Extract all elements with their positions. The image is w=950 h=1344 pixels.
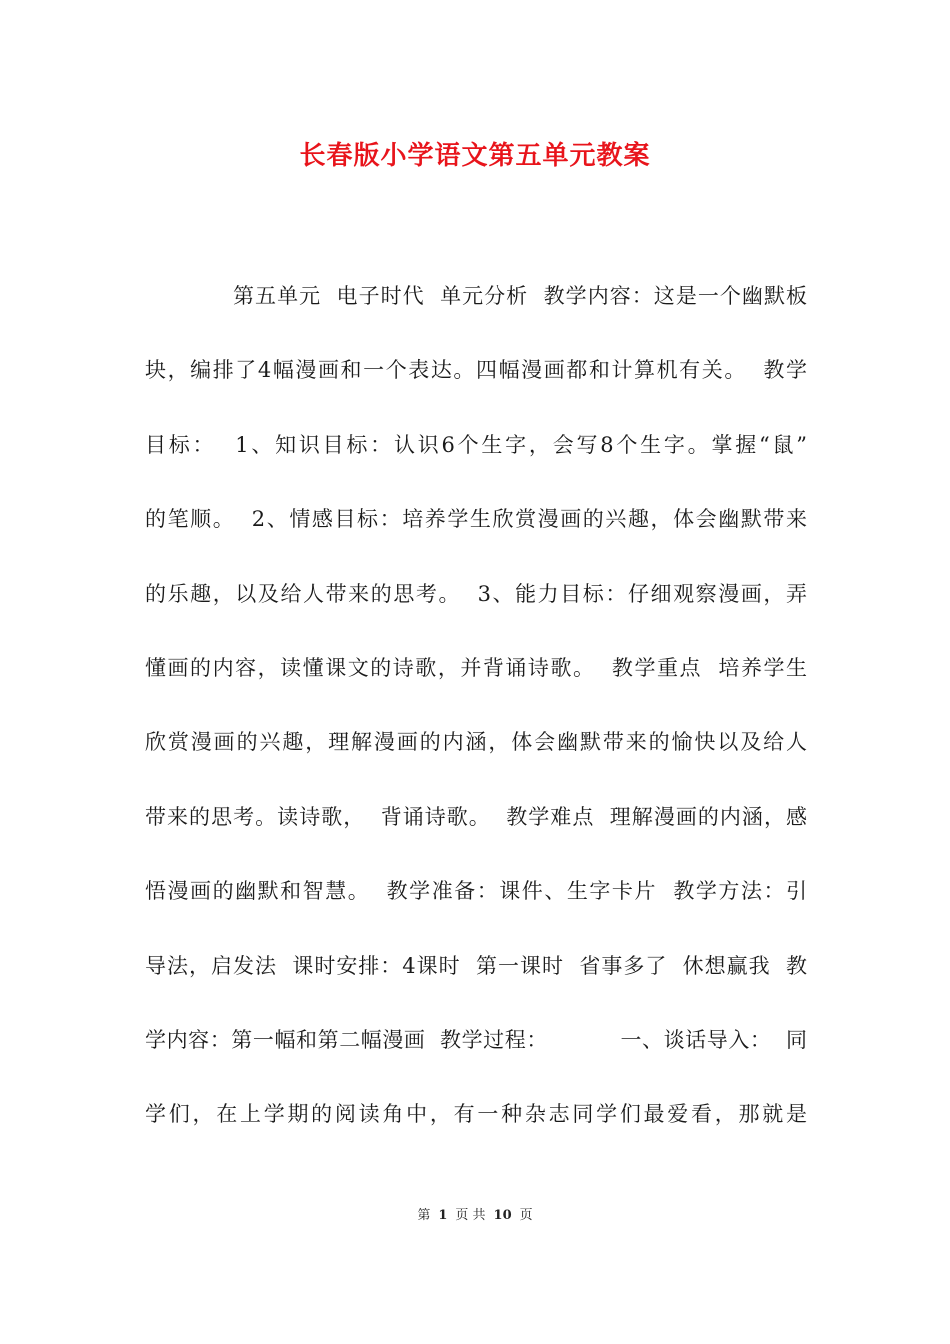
- body-line: 学们，在上学期的阅读角中，有一种杂志同学们最爱看，那就是: [145, 1102, 807, 1127]
- total-pages-number: 10: [493, 1208, 512, 1223]
- body-line: 的乐趣，以及给人带来的思考。 3、能力目标：仔细观察漫画，弄: [145, 581, 807, 606]
- body-line: 第五单元 电子时代 单元分析 教学内容：这是一个幽默板: [233, 284, 807, 308]
- body-line: 块，编排了4幅漫画和一个表达。四幅漫画都和计算机有关。 教学: [145, 358, 807, 383]
- body-line: 欣赏漫画的兴趣，理解漫画的内涵，体会幽默带来的愉快以及给人: [145, 730, 807, 755]
- footer-prefix: 第: [417, 1208, 431, 1223]
- body-line: 学内容：第一幅和第二幅漫画 教学过程： 一、谈话导入： 同: [145, 1027, 807, 1052]
- document-body: [145, 278, 807, 1171]
- body-line: 目标： 1、知识目标：认识6个生字，会写8个生字。掌握“鼠”: [145, 432, 807, 457]
- body-line: 懂画的内容，读懂课文的诗歌，并背诵诗歌。 教学重点 培养学生: [145, 655, 807, 680]
- page-footer: [0, 1206, 950, 1226]
- footer-suffix: 页: [519, 1208, 533, 1223]
- body-line: 带来的思考。读诗歌， 背诵诗歌。 教学难点 理解漫画的内涵，感: [145, 804, 807, 829]
- body-line: 导法，启发法 课时安排：4课时 第一课时 省事多了 休想赢我 教: [145, 953, 807, 978]
- body-line: 悟漫画的幽默和智慧。 教学准备：课件、生字卡片 教学方法：引: [145, 879, 807, 904]
- current-page-number: 1: [438, 1208, 448, 1223]
- footer-middle: 页 共: [455, 1208, 486, 1223]
- document-title: 长春版小学语文第五单元教案: [299, 141, 651, 171]
- body-line: 的笔顺。 2、情感目标：培养学生欣赏漫画的兴趣，体会幽默带来: [145, 507, 807, 532]
